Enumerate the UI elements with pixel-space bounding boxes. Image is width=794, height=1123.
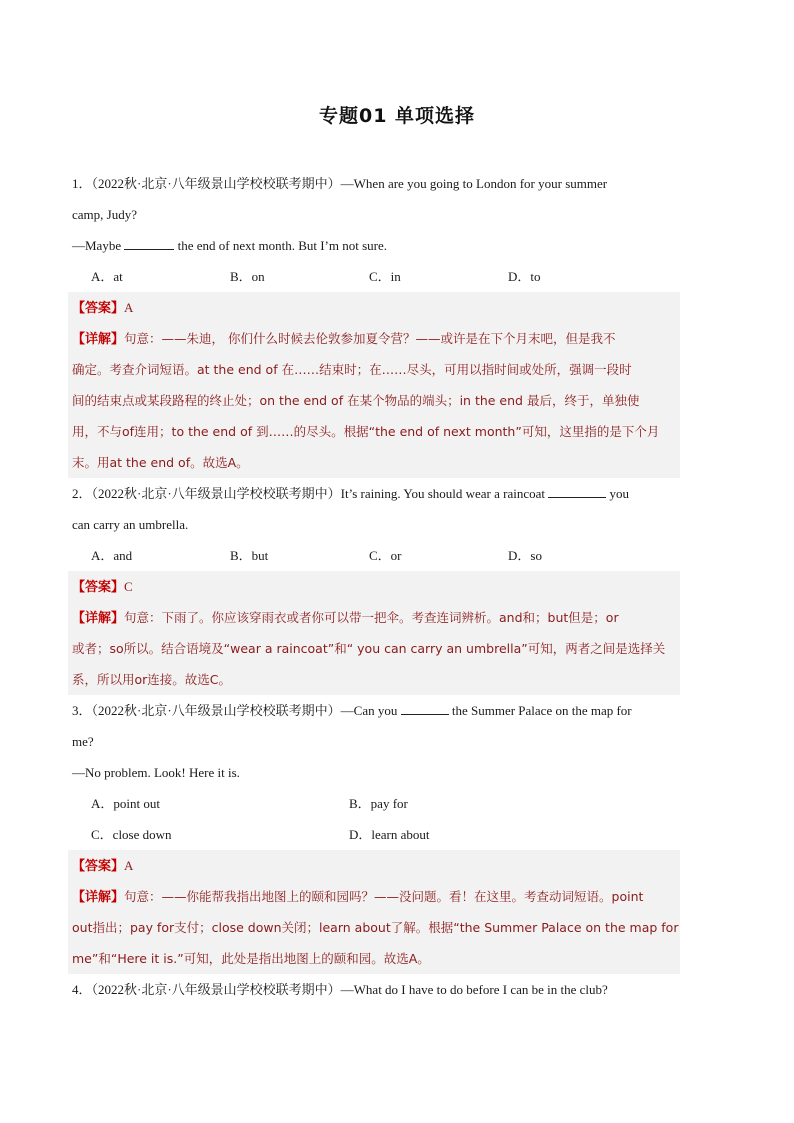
question-list [72, 168, 679, 1005]
question-1-detail-line-2: 确定。考查介词短语。at the end of 在……结束时；在……尽头，可用以指时间或处所，强调一段时 [72, 362, 632, 377]
question-3-stem-line-2: me? [72, 734, 94, 749]
detail-text: 句意：——你能帮我指出地图上的颐和园吗？——没问题。看！在这里。考查动词短语。point [124, 889, 644, 904]
answer-letter: A [124, 300, 134, 315]
question-1-detail-line-4: 用，不与of连用；to the end of 到……的尽头。根据“the end of next month”可知，这里指的是下个月 [72, 424, 660, 439]
question-2-option-b: B．but [230, 548, 269, 563]
question-3-detail-line-2: out指出；pay for支付；close down关闭；learn about了解。根据“the Summer Palace on the map for [72, 920, 679, 935]
question-3-answer-block [68, 850, 680, 974]
question-3-answer [72, 850, 680, 881]
question-1-option-c: C．in [369, 269, 401, 284]
question-2-text-after-blank: you [609, 486, 630, 501]
answer-tag: 【答案】 [72, 859, 125, 874]
answer-tag: 【答案】 [72, 580, 125, 595]
question-3-text-before-blank: 3．（2022秋·北京·八年级景山学校校联考期中）—Can you [72, 703, 398, 718]
question-1-answer-block [68, 292, 680, 478]
question-2-option-c: C．or [369, 548, 402, 563]
detail-text: 句意：——朱迪， 你们什么时候去伦敦参加夏令营？——或许是在下个月末吧，但是我不 [124, 331, 616, 346]
answer-letter: C [124, 579, 133, 594]
question-1-answer [72, 292, 680, 323]
question-1-blank [124, 236, 174, 250]
question-1-detail-line-5: 末。用at the end of。故选A。 [72, 455, 249, 470]
question-1-stem-line-2: camp, Judy? [72, 207, 137, 222]
question-2-stem-line-1 [72, 478, 676, 509]
question-3-detail-line-3: me”和“Here it is.”可知，此处是指出地图上的颐和园。故选A。 [72, 951, 430, 966]
detail-tag: 【详解】 [72, 890, 125, 905]
question-1-detail-line-3: 间的结束点或某段路程的终止处；on the end of 在某个物品的端头；in the end 最后，终于，单独使 [72, 393, 640, 408]
question-3-option-d: D．learn about [349, 827, 430, 842]
question-4-stem-line-1: 4．（2022秋·北京·八年级景山学校校联考期中）—What do I have to do before I can be in the club? [72, 982, 608, 997]
question-2-options [72, 540, 676, 571]
detail-tag: 【详解】 [72, 332, 125, 347]
question-2-option-d: D．so [508, 548, 542, 563]
question-1-text-after-blank: the end of next month. But I’m not sure. [177, 238, 388, 253]
question-2-detail-line-1 [72, 602, 680, 633]
question-1-option-d: D．to [508, 269, 541, 284]
question-3-text-after-blank: the Summer Palace on the map for [451, 703, 632, 718]
question-2-detail-line-2: 或者；so所以。结合语境及“wear a raincoat”和“ you can carry an umbrella”可知，两者之间是选择关 [72, 641, 666, 656]
question-3-option-b: B．pay for [349, 796, 408, 811]
question-3-blank [401, 701, 449, 715]
question-1-options [72, 261, 676, 292]
question-3-stem-line-1 [72, 695, 676, 726]
answer-letter: A [124, 858, 134, 873]
question-1-option-a: A．at [91, 269, 123, 284]
question-3-options-row-2 [72, 819, 676, 850]
detail-text: 句意：下雨了。你应该穿雨衣或者你可以带一把伞。考查连词辨析。and和；but但是；or [124, 610, 619, 625]
detail-tag: 【详解】 [72, 611, 125, 626]
question-1-text-before-blank: —Maybe [72, 238, 122, 253]
question-3-stem-line-3: —No problem. Look! Here it is. [72, 765, 240, 780]
question-3-detail-line-1 [72, 881, 680, 912]
question-2-answer-block [68, 571, 680, 695]
page-title: 专题01 单项选择 [318, 105, 476, 127]
question-1-stem-line-1: 1．（2022秋·北京·八年级景山学校校联考期中）—When are you going to London for your summer [72, 176, 608, 191]
question-2-detail-line-3: 系，所以用or连接。故选C。 [72, 672, 232, 687]
question-3-option-a: A．point out [91, 796, 160, 811]
question-1-option-b: B．on [230, 269, 265, 284]
question-1-stem-line-3 [72, 230, 676, 261]
question-1-detail-line-1 [72, 323, 680, 354]
question-2-text-before-blank: 2．（2022秋·北京·八年级景山学校校联考期中）It’s raining. You should wear a raincoat [72, 486, 546, 501]
answer-tag: 【答案】 [72, 301, 125, 316]
question-2-option-a: A．and [91, 548, 133, 563]
question-2-stem-line-2: can carry an umbrella. [72, 517, 189, 532]
question-2-answer [72, 571, 680, 602]
question-3-options-row-1 [72, 788, 676, 819]
question-3-option-c: C．close down [91, 827, 172, 842]
question-2-blank [548, 484, 606, 498]
